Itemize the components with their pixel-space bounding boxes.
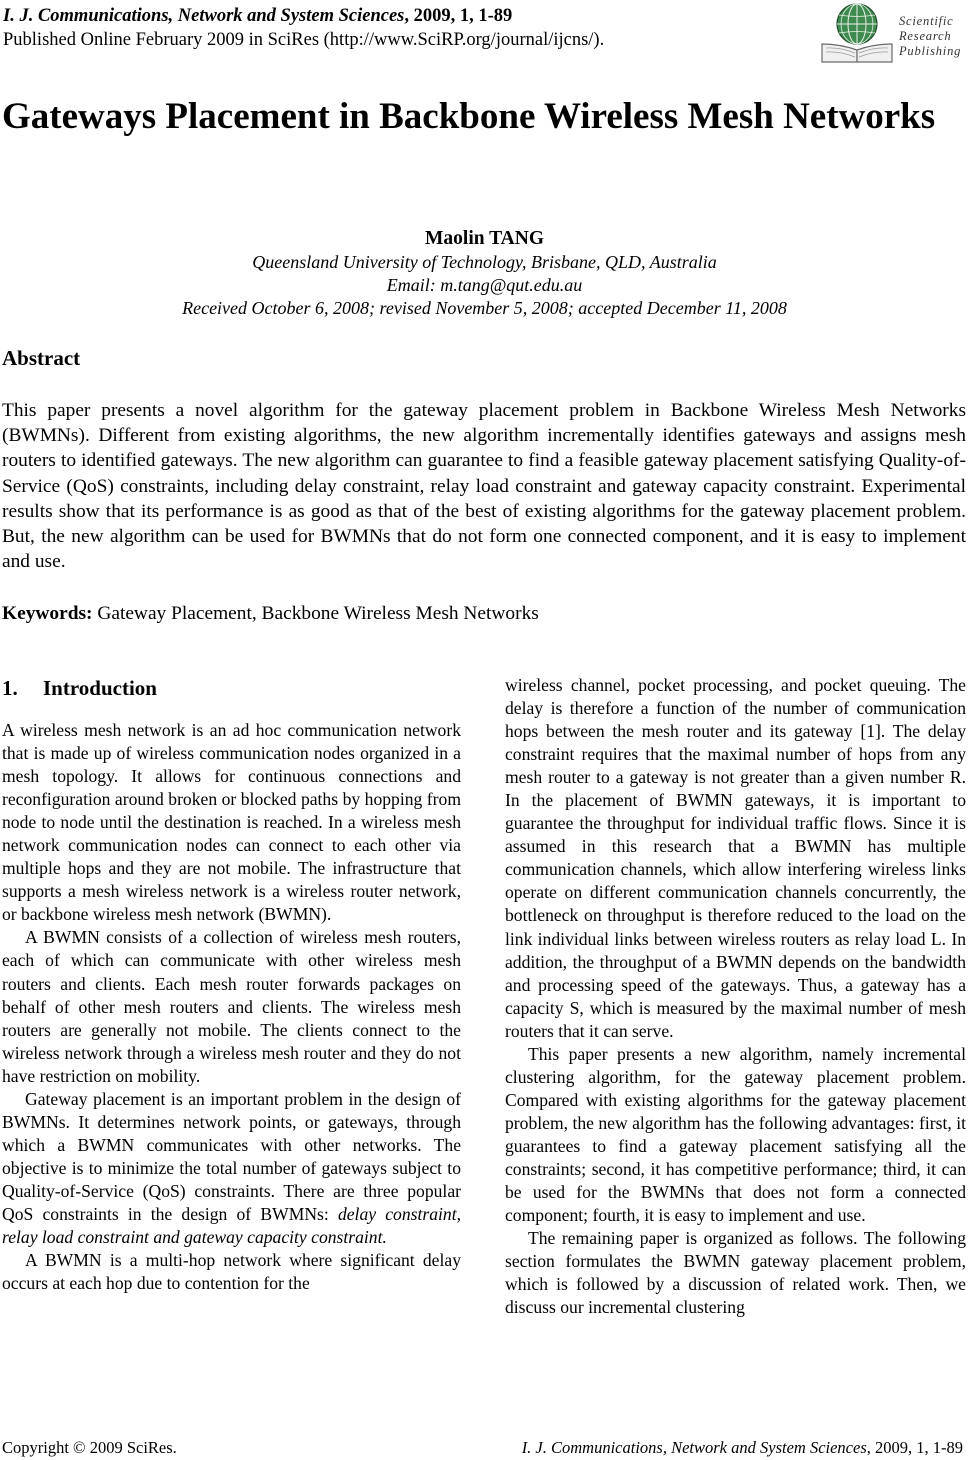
right-paragraph-3: The remaining paper is organized as follows. The following section formulates the BWMN gateway placement problem, which is followed by a discussion of related work. Then, we discuss our incremental clustering bbox=[505, 1228, 966, 1318]
intro-paragraph-3 bbox=[2, 1088, 461, 1249]
paper-title: Gateways Placement in Backbone Wireless Mesh Networks bbox=[2, 96, 936, 137]
keywords-text: Gateway Placement, Backbone Wireless Mesh Networks bbox=[92, 603, 539, 624]
page-header bbox=[3, 4, 783, 52]
footer-journal-volume: , 2009, 1, 1-89 bbox=[866, 1438, 963, 1457]
keywords bbox=[2, 601, 966, 627]
right-column bbox=[505, 674, 966, 1319]
globe-book-icon bbox=[820, 0, 896, 66]
abstract-heading: Abstract bbox=[2, 346, 81, 370]
footer-journal-name: I. J. Communications, Network and System Sciences bbox=[521, 1438, 867, 1457]
section-heading-introduction bbox=[2, 674, 461, 702]
intro-paragraph-3-text: Gateway placement is an important problem in the design of BWMNs. It determines network points, or gateways, through which a BWMN communicates with other networks. The objective is to minimize the total number of gateways subject to Quality-of-Service (QoS) constraints. There are three popular QoS constraints in the design of BWMNs: bbox=[2, 1088, 461, 1224]
publication-info: Published Online February 2009 in SciRes (http://www.SciRP.org/journal/ijcns/). bbox=[3, 30, 605, 50]
right-paragraph-1: wireless channel, pocket processing, and pocket queuing. The delay is therefore a function of the number of communication hops between the mesh router and its gateway [1]. The delay constraint requires that the maximal number of hops from any mesh router to a gateway is not greater than a given number R. In the placement of BWMN gateways, it is important to guarantee the throughput for individual traffic flows. Since it is assumed in this research that a BWMN has multiple communication channels, which allow interfering wireless links operate on different communication channels concurrently, the bottleneck on throughput is therefore reduced to the load on the link individual links between wireless routers as relay load L. In addition, the throughput of a BWMN depends on the bandwidth and processing speed of the gateways. Thus, a gateway has a capacity S, which is measured by the maximal number of mesh routers that it can serve. bbox=[505, 675, 966, 1041]
logo-line-3: Publishing bbox=[899, 44, 962, 58]
intro-paragraph-1: A wireless mesh network is an ad hoc communication network that is made up of wireless communication nodes organized in a mesh topology. It allows for continuous connections and reconfiguration around broken or blocked paths by hopping from node to node until the destination is reached. In a wireless mesh network communication nodes can connect to each other via multiple hops and they are not mobile. The infrastructure that supports a mesh wireless network is a wireless router network, or backbone wireless mesh network (BWMN). bbox=[2, 720, 461, 925]
publisher-logo bbox=[820, 0, 968, 66]
journal-citation bbox=[3, 4, 783, 28]
footer-copyright: Copyright © 2009 SciRes. bbox=[2, 1438, 177, 1457]
intro-paragraph-3-emphasis: delay constraint, relay load constraint and gateway capacity constraint. bbox=[2, 1203, 461, 1248]
received-dates: Received October 6, 2008; revised November 5, 2008; accepted December 11, 2008 bbox=[182, 298, 787, 318]
journal-volume: , 2009, 1, 1-89 bbox=[404, 6, 513, 26]
footer-citation bbox=[522, 1438, 963, 1458]
abstract-text: This paper presents a novel algorithm for the gateway placement problem in Backbone Wireless Mesh Networks (BWMNs). Different from existing algorithms, the new algorithm incrementally identifies gateways and assigns mesh routers to identified gateways. The new algorithm can guarantee to find a feasible gateway placement satisfying Quality-of-Service (QoS) constraints, including delay constraint, relay load constraint and gateway capacity constraint. Experimental results show that its performance is as good as that of the best of existing algorithms for the gateway placement problem. But, the new algorithm can be used for BWMNs that do not form one connected component, and it is easy to implement and use. bbox=[2, 400, 966, 573]
author-email: Email: m.tang@qut.edu.au bbox=[386, 275, 583, 295]
logo-line-1: Scientific bbox=[899, 14, 954, 28]
intro-paragraph-4: A BWMN is a multi-hop network where significant delay occurs at each hop due to contention for the bbox=[2, 1250, 461, 1294]
keywords-label: Keywords: bbox=[2, 603, 93, 624]
section-number: 1. bbox=[2, 676, 18, 700]
publisher-logo-text bbox=[899, 14, 961, 59]
intro-paragraph-2: A BWMN consists of a collection of wireless mesh routers, each of which can communicate with other wireless mesh routers and clients. Each mesh router forwards packages on behalf of other mesh routers and clients. The wireless mesh routers are generally not mobile. The clients connect to the wireless network through a wireless mesh router and they do not have restriction on mobility. bbox=[2, 927, 461, 1086]
journal-name: I. J. Communications, Network and System Sciences bbox=[3, 6, 405, 26]
author-block bbox=[0, 226, 969, 320]
section-title: Introduction bbox=[43, 676, 157, 700]
author-affiliation: Queensland University of Technology, Brisbane, QLD, Australia bbox=[252, 252, 717, 272]
logo-line-2: Research bbox=[899, 29, 952, 43]
left-column bbox=[2, 674, 461, 1295]
author-name: Maolin TANG bbox=[425, 228, 544, 249]
right-paragraph-2: This paper presents a new algorithm, namely incremental clustering algorithm, for the gateway placement problem. Compared with existing algorithms for the gateway placement problem, the new algorithm has the following advantages: first, it guarantees to find a gateway placement satisfying all the constraints; second, it has competitive performance; third, it can be used for the BWMNs that does not form a connected component; fourth, it is easy to implement and use. bbox=[505, 1043, 966, 1226]
